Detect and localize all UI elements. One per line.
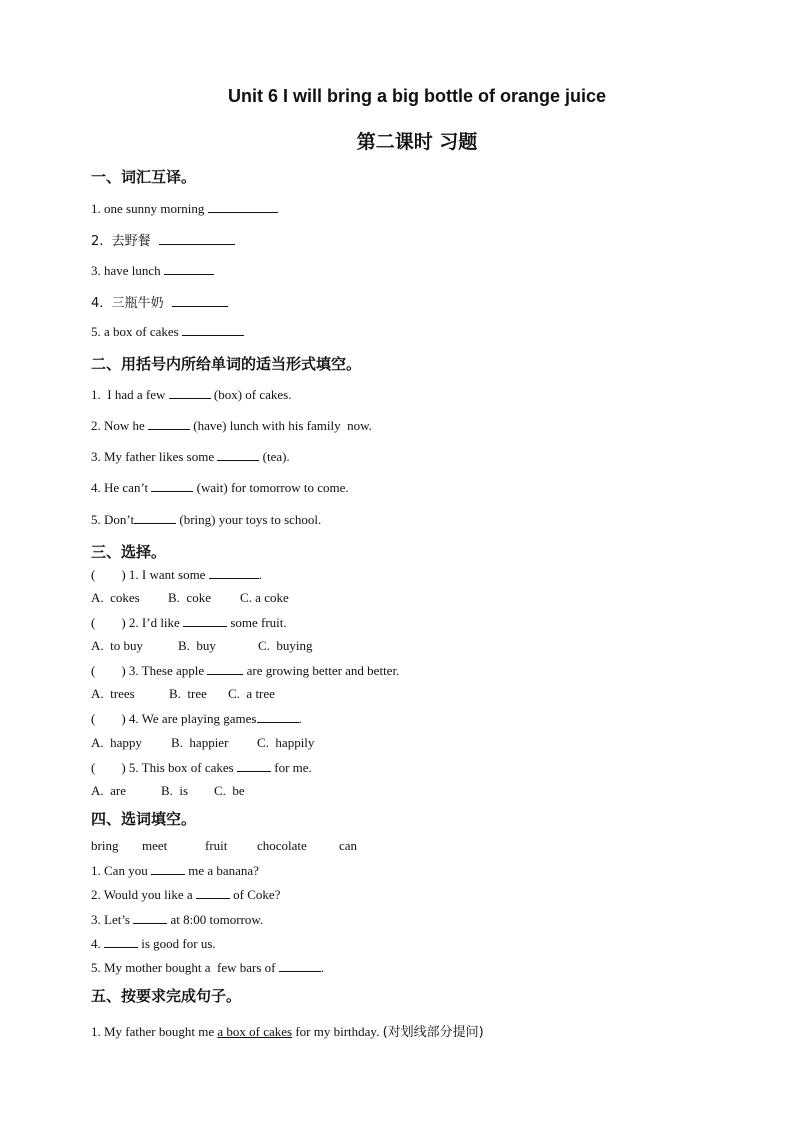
answer-blank[interactable] — [104, 935, 138, 948]
form-item-5: 5. Don’t (bring) your toys to school. — [91, 512, 322, 527]
option-c[interactable]: C. happily — [257, 735, 315, 750]
mc-question-3: ( ) 3. These apple are growing better and better. — [91, 663, 400, 678]
rewrite-item-1: 1. My father bought me a box of cakes for my birthday. (对划线部分提问) — [91, 1024, 484, 1040]
answer-blank[interactable] — [172, 294, 228, 307]
section-1-heading: 一、词汇互译。 — [91, 168, 197, 186]
mc-options-3 — [91, 686, 275, 702]
answer-blank[interactable] — [151, 479, 193, 492]
fill-item-4: 4. is good for us. — [91, 936, 216, 951]
vocab-item-2: 2. 去野餐 — [91, 230, 235, 249]
vocab-item-1: 1. one sunny morning — [91, 200, 278, 217]
word-bank-item: chocolate — [257, 838, 307, 853]
option-c[interactable]: C. buying — [258, 638, 313, 653]
mc-question-5: ( ) 5. This box of cakes for me. — [91, 760, 312, 775]
mc-question-2: ( ) 2. I’d like some fruit. — [91, 615, 287, 630]
answer-blank[interactable] — [207, 662, 243, 675]
form-item-1: 1. I had a few (box) of cakes. — [91, 387, 292, 402]
option-c[interactable]: C. be — [214, 783, 245, 798]
form-item-2: 2. Now he (have) lunch with his family now. — [91, 418, 372, 433]
mc-options-5 — [91, 783, 245, 799]
option-a[interactable]: A. are — [91, 783, 127, 798]
section-2-heading: 二、用括号内所给单词的适当形式填空。 — [91, 355, 362, 373]
vocab-item-4: 4. 三瓶牛奶 — [91, 292, 228, 311]
answer-blank[interactable] — [209, 566, 259, 579]
underlined-phrase: a box of cakes — [217, 1024, 293, 1039]
mc-options-4 — [91, 735, 314, 751]
answer-blank[interactable] — [169, 386, 211, 399]
instruction-note: (对划线部分提问) — [382, 1025, 484, 1040]
answer-blank[interactable] — [196, 886, 230, 899]
section-3-heading: 三、选择。 — [91, 543, 167, 561]
mc-options-1 — [91, 590, 289, 606]
fill-item-1: 1. Can you me a banana? — [91, 863, 259, 878]
option-a[interactable]: A. to buy — [91, 638, 143, 653]
answer-blank[interactable] — [217, 448, 259, 461]
form-item-3: 3. My father likes some (tea). — [91, 449, 290, 464]
word-bank-item: meet — [142, 838, 168, 853]
section-4-heading: 四、选词填空。 — [91, 810, 197, 828]
answer-blank[interactable] — [237, 759, 271, 772]
option-b[interactable]: B. happier — [171, 735, 229, 750]
mc-question-4: ( ) 4. We are playing games . — [91, 711, 302, 726]
section-5-heading: 五、按要求完成句子。 — [91, 987, 242, 1005]
mc-question-1: ( ) 1. I want some . — [91, 567, 262, 582]
form-item-4: 4. He can’t (wait) for tomorrow to come. — [91, 480, 349, 495]
answer-blank[interactable] — [151, 862, 185, 875]
word-bank-item: fruit — [205, 838, 228, 853]
answer-blank[interactable] — [164, 262, 214, 275]
worksheet-subtitle: 第二课时 习题 — [356, 131, 478, 153]
mc-options-2 — [91, 638, 313, 654]
answer-blank[interactable] — [182, 323, 244, 336]
answer-blank[interactable] — [208, 200, 278, 213]
option-b[interactable]: B. coke — [168, 590, 211, 605]
answer-blank[interactable] — [279, 959, 321, 972]
fill-item-2: 2. Would you like a of Coke? — [91, 887, 281, 902]
answer-blank[interactable] — [134, 511, 176, 524]
answer-blank[interactable] — [257, 710, 299, 723]
option-b[interactable]: B. buy — [178, 638, 216, 653]
option-b[interactable]: B. is — [161, 783, 189, 798]
word-bank-item: can — [339, 838, 358, 853]
vocab-item-3: 3. have lunch — [91, 262, 214, 279]
option-a[interactable]: A. trees — [91, 686, 135, 701]
word-bank — [91, 838, 357, 854]
vocab-item-5: 5. a box of cakes — [91, 323, 244, 340]
answer-blank[interactable] — [148, 417, 190, 430]
worksheet-title: Unit 6 I will bring a big bottle of orange juice — [227, 86, 607, 106]
option-a[interactable]: A. happy — [91, 735, 142, 750]
answer-blank[interactable] — [159, 232, 235, 245]
answer-blank[interactable] — [183, 614, 227, 627]
answer-blank[interactable] — [133, 911, 167, 924]
fill-item-5: 5. My mother bought a few bars of . — [91, 960, 324, 975]
word-bank-item: bring — [91, 838, 119, 853]
option-c[interactable]: C. a tree — [228, 686, 275, 701]
option-b[interactable]: B. tree — [169, 686, 207, 701]
option-c[interactable]: C. a coke — [240, 590, 289, 605]
fill-item-3: 3. Let’s at 8:00 tomorrow. — [91, 912, 264, 927]
option-a[interactable]: A. cokes — [91, 590, 140, 605]
